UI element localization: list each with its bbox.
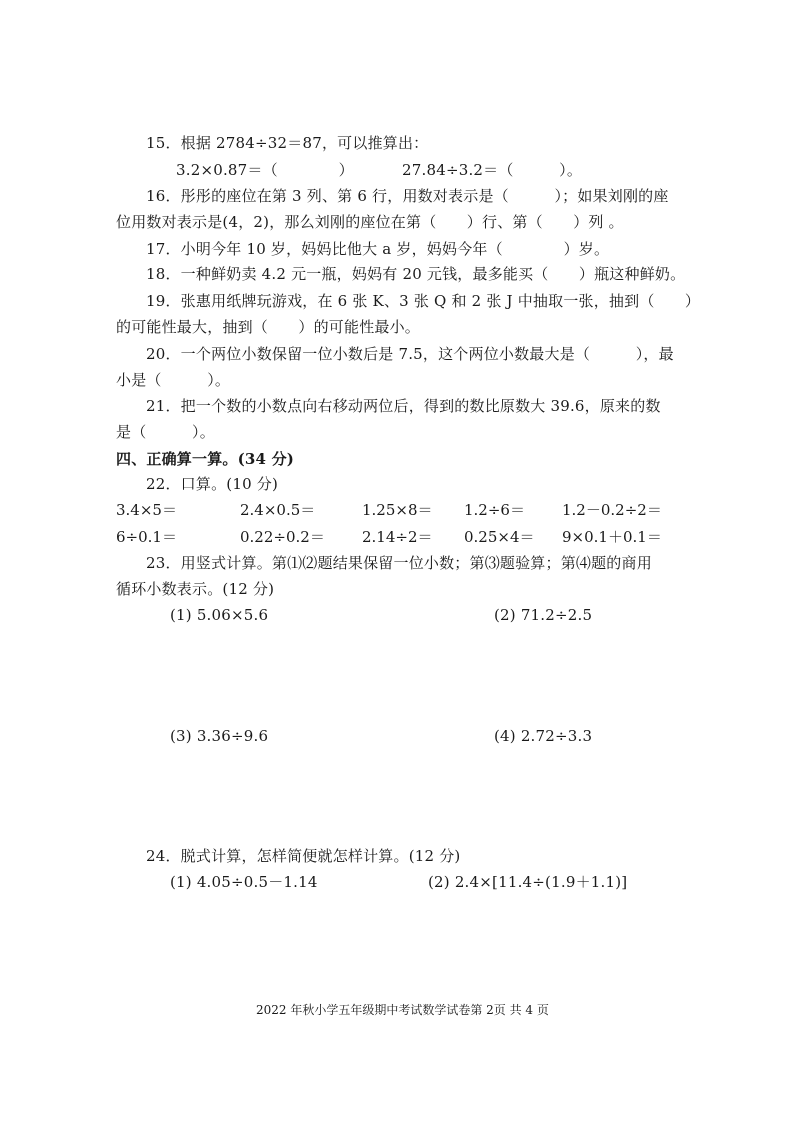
mental-math-item: 1.2－0.2÷2＝ (562, 501, 662, 519)
q20-line1: 20．一个两位小数保留一位小数后是 7.5，这个两位小数最大是（ ），最 (146, 345, 674, 363)
q17-line1: 17．小明今年 10 岁，妈妈比他大 a 岁，妈妈今年（ ）岁。 (146, 240, 610, 258)
q24-title: 24．脱式计算，怎样简便就怎样计算。(12 分) (146, 847, 461, 865)
q22-title: 22．口算。(10 分) (146, 475, 279, 493)
q19-line1: 19．张惠用纸牌玩游戏，在 6 张 K、3 张 Q 和 2 张 J 中抽取一张，抽到（ ） (146, 292, 701, 310)
q23-problem-3: (3) 3.36÷9.6 (170, 727, 269, 745)
q16-line2: 位用数对表示是(4，2)，那么刘刚的座位在第（ ）行、第（ ）列 。 (116, 213, 624, 231)
mental-math-item: 9×0.1＋0.1＝ (562, 528, 662, 546)
q18-line1: 18．一种鲜奶卖 4.2 元一瓶，妈妈有 20 元钱，最多能买（ ）瓶这种鲜奶。 (146, 265, 686, 283)
q23-problem-1: (1) 5.06×5.6 (170, 606, 269, 624)
q21-line1: 21．把一个数的小数点向右移动两位后，得到的数比原数大 39.6，原来的数 (146, 397, 661, 415)
mental-math-item: 0.25×4＝ (464, 528, 535, 546)
mental-math-item: 1.2÷6＝ (464, 501, 525, 519)
mental-math-item: 2.14÷2＝ (362, 528, 433, 546)
mental-math-item: 2.4×0.5＝ (240, 501, 316, 519)
section4-heading: 四、正确算一算。(34 分) (116, 450, 295, 468)
q16-line1: 16．彤彤的座位在第 3 列、第 6 行，用数对表示是（ ）；如果刘刚的座 (146, 187, 669, 205)
q24-problem-2: (2) 2.4×[11.4÷(1.9＋1.1)] (428, 873, 628, 891)
page-footer: 2022 年秋小学五年级期中考试数学试卷第 2页 共 4 页 (256, 1003, 549, 1017)
mental-math-item: 0.22÷0.2＝ (240, 528, 325, 546)
q15-blank-b: 27.84÷3.2＝（ ）。 (402, 161, 583, 179)
q15-blank-a: 3.2×0.87＝（ ） (176, 161, 354, 179)
q24-problem-1: (1) 4.05÷0.5－1.14 (170, 873, 318, 891)
mental-math-item: 3.4×5＝ (116, 501, 177, 519)
q19-line2: 的可能性最大，抽到（ ）的可能性最小。 (116, 318, 421, 336)
mental-math-item: 6÷0.1＝ (116, 528, 177, 546)
q23-problem-2: (2) 71.2÷2.5 (494, 606, 593, 624)
q23-line2: 循环小数表示。(12 分) (116, 580, 275, 598)
q23-line1: 23．用竖式计算。第⑴⑵题结果保留一位小数；第⑶题验算；第⑷题的商用 (146, 554, 652, 572)
q15-stem: 15．根据 2784÷32＝87，可以推算出： (146, 134, 429, 152)
mental-math-item: 1.25×8＝ (362, 501, 433, 519)
q21-line2: 是（ ）。 (116, 423, 215, 441)
q23-problem-4: (4) 2.72÷3.3 (494, 727, 593, 745)
q20-line2: 小是（ ）。 (116, 371, 231, 389)
